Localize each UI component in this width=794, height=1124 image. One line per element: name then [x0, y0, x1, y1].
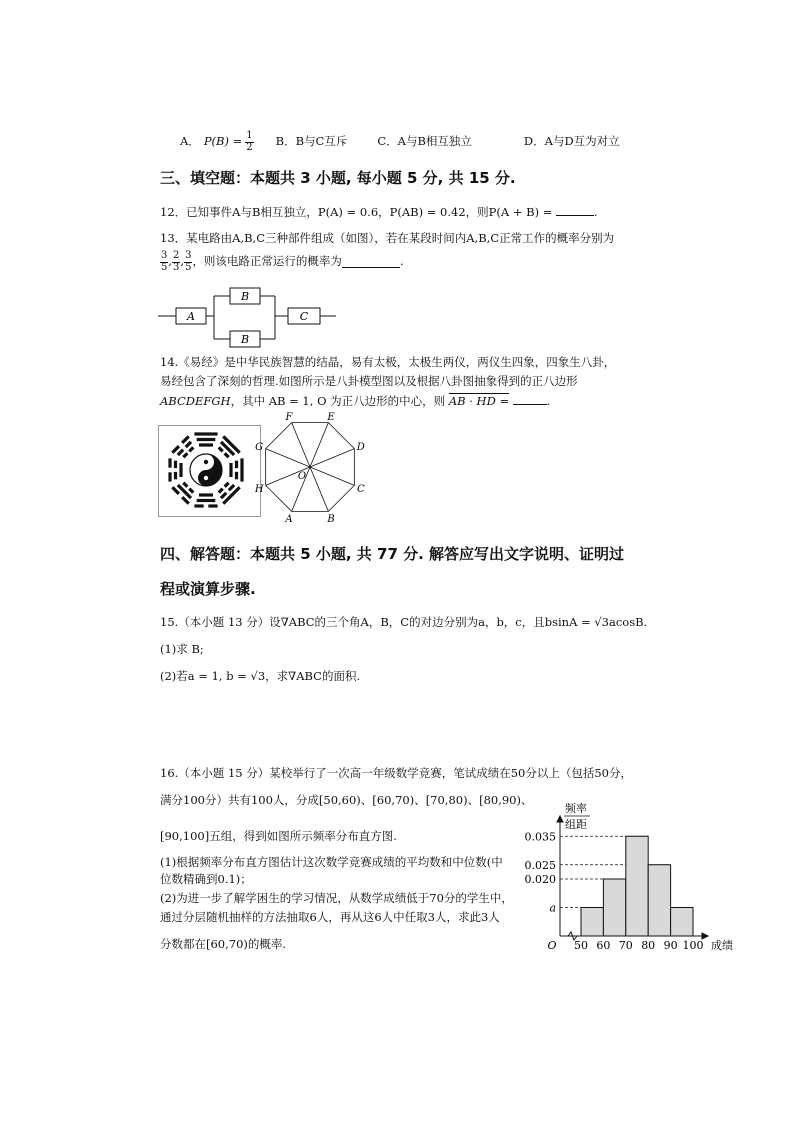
y-tick-label: 0.025 — [524, 858, 556, 872]
section-4-heading-line-1: 四、解答题：本题共 5 小题, 共 77 分. 解答应写出文字说明、证明过 — [160, 545, 625, 563]
histogram-bar — [581, 908, 603, 937]
choice-a-fraction: $\frac{1}{2}$ — [246, 130, 253, 153]
question-13-text: ，则该电路正常运行的概率为 — [192, 254, 342, 269]
octagon-name: ABCDEFGH — [160, 394, 231, 408]
fraction-1: $\frac{3}{5}$ — [161, 250, 168, 273]
center-label-o: O — [297, 471, 307, 482]
circuit-label-b-top: B — [240, 290, 250, 303]
y-tick-label: 0.020 — [524, 873, 556, 886]
origin-label: O — [547, 939, 557, 952]
fraction-3: $\frac{3}{5}$ — [185, 250, 192, 273]
x-tick-label: 100 — [682, 939, 704, 952]
question-12-end: . — [594, 205, 598, 219]
x-tick-label: 70 — [618, 939, 633, 952]
question-14-end: . — [546, 394, 551, 408]
question-16-line-1: 16.（本小题 15 分）某校举行了一次高一年级数学竞赛，笔试成绩在50分以上（包括50分， — [160, 766, 632, 780]
x-axis-label: 成绩 — [711, 939, 733, 952]
octagon-diagram — [255, 412, 370, 527]
choice-d-label: D． — [523, 134, 545, 149]
question-12 — [160, 205, 598, 219]
question-14-line-1: 14.《易经》是中华民族智慧的结晶，易有太极，太极生两仪，两仪生四象，四象生八卦， — [160, 355, 616, 369]
y-tick-label: 0.035 — [524, 830, 556, 844]
choice-b-text: B与C互斥 — [295, 134, 348, 149]
histogram-bar — [671, 908, 693, 937]
histogram-chart — [520, 800, 740, 952]
vertex-label-d: D — [356, 441, 365, 453]
bagua-image — [158, 425, 264, 517]
answer-blank-14 — [513, 394, 547, 405]
choice-a-expr: P(B) = — [203, 134, 243, 149]
vertex-label-a: A — [285, 513, 293, 525]
circuit-label-a: A — [187, 310, 195, 323]
vector-expression: AB · HD = — [448, 394, 510, 408]
y-tick-label: a — [549, 901, 556, 915]
question-16-line-6: (2)为进一步了解学困生的学习情况，从数学成绩低于70分的学生中， — [160, 891, 513, 905]
question-15-stem: 15.（本小题 13 分）设∇ABC的三个角A，B，C的对边分别为a，b，c，且bsinA = √3acosB. — [160, 615, 648, 629]
x-tick-label: 80 — [641, 939, 656, 952]
y-axis-label-denominator: 组距 — [565, 818, 587, 831]
circuit-diagram — [158, 284, 338, 350]
choice-d-text: A与D互为对立 — [544, 134, 620, 149]
question-14-line-3 — [160, 394, 550, 408]
answer-blank-12 — [556, 205, 594, 216]
y-axis-label-numerator: 频率 — [565, 802, 587, 815]
question-14-line-2: 易经包含了深刻的哲理.如图所示是八卦模型图以及根据八卦图抽象得到的正八边形 — [160, 374, 578, 388]
question-16-line-5: 位数精确到0.1)； — [160, 872, 252, 886]
choice-b-label: B． — [275, 134, 296, 149]
question-13-line-1: 13．某电路由A,B,C三种部件组成（如图），若在某段时间内A,B,C正常工作的概率分别为 — [160, 231, 615, 245]
vertex-label-c: C — [356, 484, 365, 496]
question-16-line-7: 通过分层随机抽样的方法抽取6人，再从这6人中任取3人，求此3人 — [160, 910, 500, 924]
question-13-end: . — [399, 254, 404, 269]
question-15-part-2: (2)若a = 1, b = √3，求∇ABC的面积. — [160, 669, 361, 683]
section-4-heading-line-2: 程或演算步骤. — [160, 580, 256, 598]
vertex-label-h: H — [255, 484, 264, 496]
histogram-bar — [603, 879, 625, 936]
question-16-line-2: 满分100分）共有100人，分成[50,60)、[60,70)、[70,80)、[80,90)、 — [160, 793, 533, 807]
circuit-label-c: C — [299, 310, 309, 323]
section-3-heading: 三、填空题：本题共 3 小题, 每小题 5 分, 共 15 分. — [160, 169, 516, 187]
question-16-line-4: (1)根据频率分布直方图估计这次数学竞赛成绩的平均数和中位数(中 — [160, 855, 503, 869]
circuit-label-b-bottom: B — [240, 333, 250, 346]
y-axis-arrow — [557, 816, 563, 822]
x-tick-label: 50 — [574, 939, 588, 952]
vertex-label-b: B — [327, 513, 335, 525]
question-13-line-2: $\frac{3}{5}$ , $\frac{2}{3}$ , $\frac{3}{5}$ ，则该电路正常运行的概率为 . — [161, 250, 404, 273]
vertex-label-g: G — [255, 441, 264, 453]
answer-blank-13 — [342, 257, 400, 268]
question-16-line-3: [90,100]五组，得到如图所示频率分布直方图. — [160, 829, 397, 843]
question-12-text: 12．已知事件A与B相互独立，P(A) = 0.6，P(AB) = 0.42，则P(A + B) = — [160, 205, 553, 219]
histogram-bar — [626, 836, 648, 936]
choice-c-text: A与B相互独立 — [397, 134, 472, 149]
question-15-part-1: (1)求 B; — [160, 642, 204, 656]
choice-a-label: A． — [180, 134, 200, 149]
question-16-line-8: 分数都在[60,70)的概率. — [160, 937, 287, 951]
x-tick-label: 90 — [663, 939, 678, 952]
histogram-bar — [648, 865, 670, 936]
x-tick-label: 60 — [596, 939, 611, 952]
fraction-2: $\frac{2}{3}$ — [173, 250, 180, 273]
choice-c-label: C． — [377, 134, 398, 149]
choices-row — [180, 131, 620, 153]
vertex-label-e: E — [327, 412, 335, 424]
question-14-text: ，其中 AB = 1, O 为正八边形的中心，则 — [230, 394, 446, 408]
yin-yang-icon — [190, 454, 222, 486]
vertex-label-f: F — [285, 412, 293, 424]
